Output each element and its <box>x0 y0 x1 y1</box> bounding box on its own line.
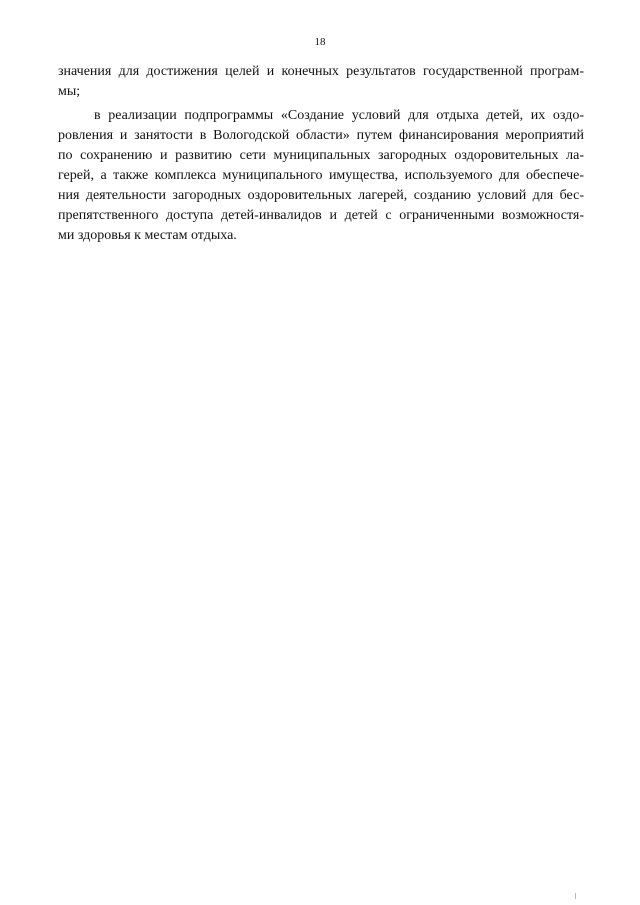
text-line: герей, а также комплекса муниципального имущества, используемого для обеспече- <box>58 168 584 183</box>
paragraph <box>58 62 584 102</box>
document-body <box>58 62 584 246</box>
text-line: препятственного доступа детей-инвалидов и детей с ограниченными возможностя- <box>58 208 584 223</box>
text-line: мы; <box>58 84 81 99</box>
page-number: 18 <box>314 36 326 48</box>
text-line: значения для достижения целей и конечных результатов государственной програм- <box>58 64 584 79</box>
scan-artifact <box>575 893 576 899</box>
paragraph <box>58 106 584 246</box>
text-line: по сохранению и развитию сети муниципальных загородных оздоровительных ла- <box>58 148 584 163</box>
text-line: ния деятельности загородных оздоровительных лагерей, созданию условий для бес- <box>58 188 584 203</box>
text-line: ми здоровья к местам отдыха. <box>58 228 237 243</box>
text-line: в реализации подпрограммы «Создание условий для отдыха детей, их оздо- <box>94 108 584 123</box>
text-line: ровления и занятости в Вологодской области» путем финансирования мероприятий <box>58 128 584 143</box>
